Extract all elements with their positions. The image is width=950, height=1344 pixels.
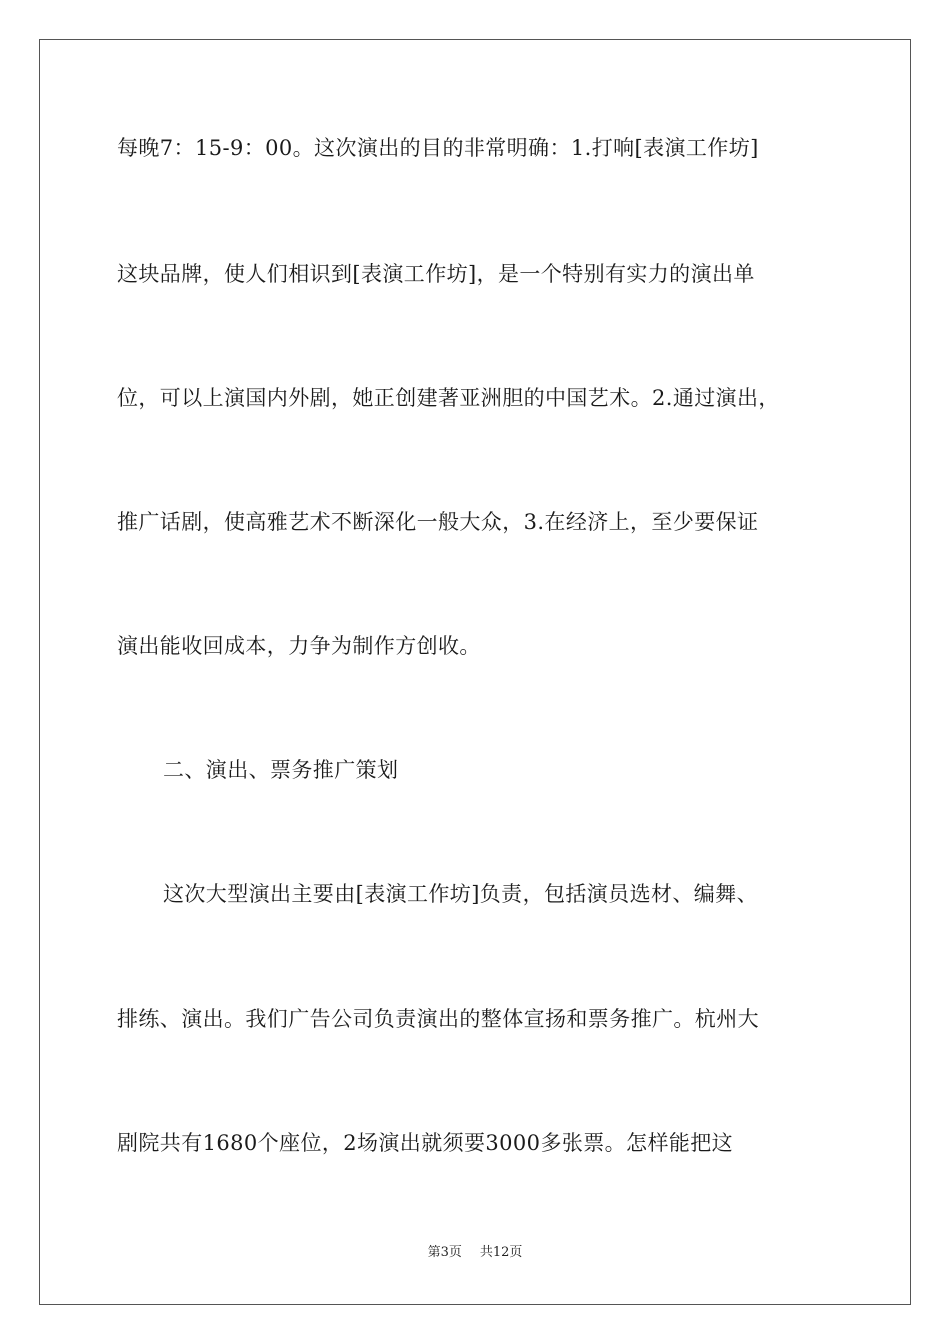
page-footer bbox=[0, 1245, 950, 1261]
paragraph-line: 每晚7：15-9：00。这次演出的目的非常明确：1.打响[表演工作坊] bbox=[117, 136, 759, 160]
page-total: 共12页 bbox=[479, 1245, 523, 1260]
page-number: 第3页 bbox=[427, 1245, 462, 1260]
page-border bbox=[39, 39, 911, 1305]
paragraph-line: 推广话剧，使高雅艺术不断深化一般大众，3.在经济上，至少要保证 bbox=[117, 510, 759, 534]
paragraph-line: 这块品牌，使人们相识到[表演工作坊]，是一个特别有实力的演出单 bbox=[117, 262, 755, 286]
paragraph-line: 位，可以上演国内外剧，她正创建著亚洲胆的中国艺术。2.通过演出， bbox=[117, 386, 780, 410]
section-heading: 二、演出、票务推广策划 bbox=[163, 758, 399, 782]
paragraph-line: 排练、演出。我们广告公司负责演出的整体宣扬和票务推广。杭州大 bbox=[117, 1007, 759, 1031]
paragraph-line: 剧院共有1680个座位，2场演出就须要3000多张票。怎样能把这 bbox=[117, 1131, 734, 1155]
paragraph-line: 这次大型演出主要由[表演工作坊]负责，包括演员选材、编舞、 bbox=[163, 882, 758, 906]
paragraph-line: 演出能收回成本，力争为制作方创收。 bbox=[117, 634, 481, 658]
